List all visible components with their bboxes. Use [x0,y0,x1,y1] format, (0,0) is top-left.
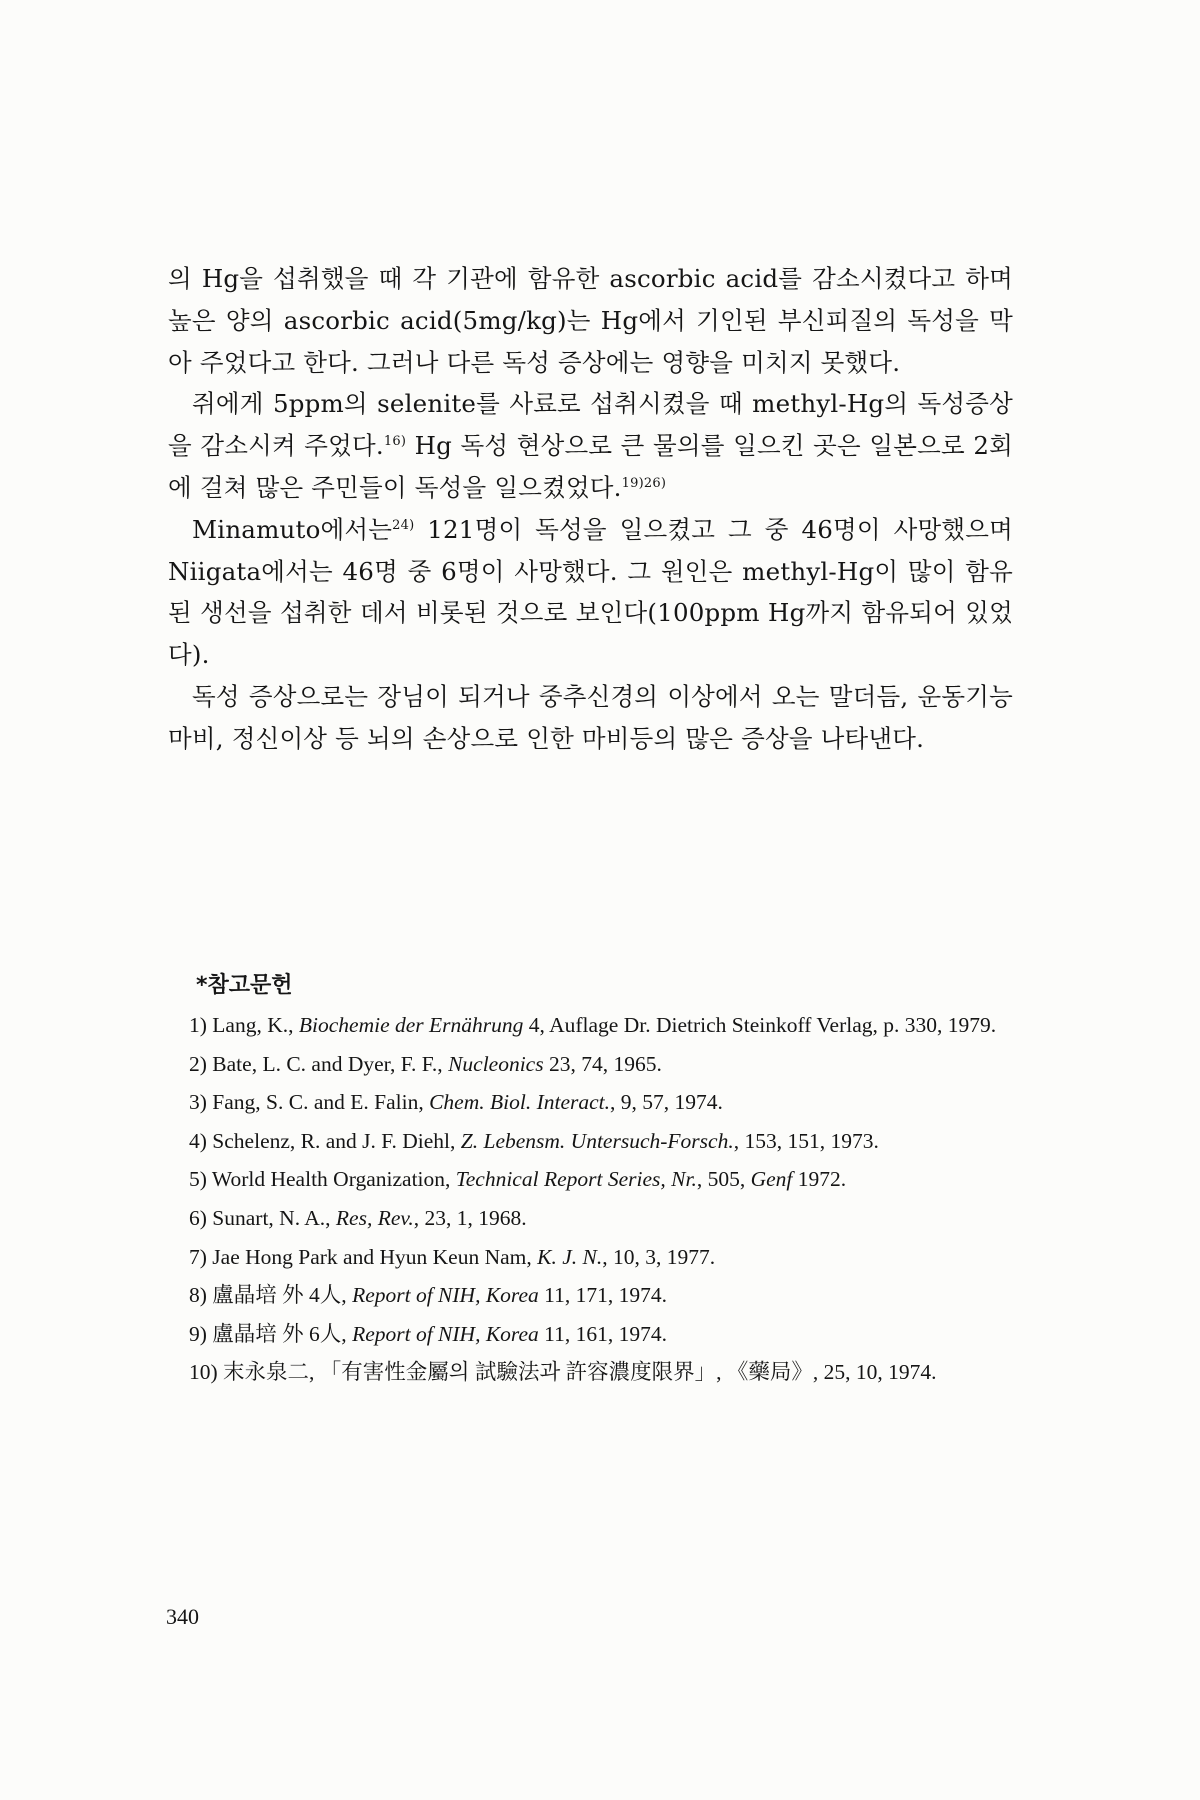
text-run: Lang, K., [212,1013,299,1037]
body-paragraph [168,258,1013,383]
text-run: Sunart, N. A., [212,1205,336,1230]
citation-superscript: 24) [392,517,415,533]
text-run: 독성 증상으로는 장님이 되거나 중추신경의 이상에서 오는 말더듬, 운동기능마비, 정신이상 등 뇌의 손상으로 인한 마비등의 많은 증상을 나타낸다. [168,681,1013,753]
text-run: 23, 74, 1965. [543,1051,662,1076]
reference-item [164,1006,1016,1045]
reference-number: 6) [189,1205,213,1230]
reference-number: 10) [189,1360,224,1385]
reference-number: 1) [189,1013,213,1037]
body-paragraph [168,383,1013,508]
reference-item [164,1353,1016,1392]
reference-item [164,1276,1016,1315]
text-run: 의 Hg을 섭취했을 때 각 기관에 함유한 ascorbic acid를 감소시켰다고 하며 높은 양의 ascorbic acid(5mg/kg)는 Hg에서 기인된 부신피질의 독성을 막아 주었다고 한다. 그러나 다른 독성 증상에는 영향을 미치지 못했다. [168,264,1013,377]
reference-item [164,1083,1016,1122]
body-paragraph [168,509,1013,676]
text-run: Schelenz, R. and J. F. Diehl, [212,1128,461,1153]
text-run: Hg 독성 현상으로 큰 물의를 일으킨 곳은 일본으로 2회에 걸쳐 많은 주민들이 독성을 일으켰었다. [168,431,1013,502]
reference-item [164,1122,1016,1161]
reference-number: 3) [189,1090,213,1115]
text-run: , 23, 1, 1968. [413,1205,527,1230]
text-run: , 505, [696,1167,751,1192]
references-list [164,1006,1016,1392]
text-run: 盧晶培 外 6人, [212,1321,353,1346]
italic-title: Z. Lebensm. Untersuch-Forsch. [460,1128,734,1153]
text-run: 4, Auflage Dr. Dietrich Steinkoff Verlag, p. 330, 1979. [523,1013,997,1037]
reference-item [164,1160,1016,1199]
text-run: 11, 161, 1974. [538,1321,667,1346]
reference-number: 5) [189,1167,212,1192]
reference-number: 4) [189,1128,213,1153]
citation-superscript: 19)26) [621,475,667,491]
italic-title: Report of NIH, Korea [352,1321,539,1346]
page-number: 340 [166,1604,199,1629]
italic-title: Technical Report Series, Nr. [455,1167,697,1192]
text-run: Minamuto에서는 [192,514,393,544]
reference-number: 7) [189,1244,213,1269]
reference-item [164,1045,1016,1084]
text-run: , 153, 151, 1973. [733,1128,879,1153]
references-title: *참고문헌 [196,973,293,998]
reference-number: 2) [189,1051,213,1076]
text-run: 末永泉二, 「有害性金屬의 試驗法과 許容濃度限界」, 《藥局》, 25, 10, 1974. [223,1360,937,1385]
reference-item [164,1315,1016,1354]
body-paragraph [168,676,1013,760]
text-run: Bate, L. C. and Dyer, F. F., [212,1051,449,1076]
text-run: , 10, 3, 1977. [602,1244,716,1269]
text-run: Fang, S. C. and E. Falin, [212,1090,430,1115]
italic-title: Nucleonics [448,1051,544,1076]
italic-title: Chem. Biol. Interact. [429,1090,611,1115]
text-run: World Health Organization, [211,1167,456,1192]
italic-title: Res, Rev. [335,1205,414,1230]
italic-title: Genf [750,1167,793,1192]
text-run: 盧晶培 外 4人, [212,1283,353,1308]
reference-item [164,1238,1016,1277]
reference-number: 8) [189,1283,213,1308]
reference-item [164,1199,1016,1238]
text-run: Jae Hong Park and Hyun Keun Nam, [212,1244,538,1269]
reference-number: 9) [189,1321,213,1346]
body-text [168,258,1013,760]
citation-superscript: 16) [383,434,407,450]
text-run: 11, 171, 1974. [538,1283,667,1308]
italic-title: Report of NIH, Korea [352,1283,539,1308]
text-run: , 9, 57, 1974. [610,1090,723,1115]
text-run: 쥐에게 5ppm의 selenite를 사료로 섭취시켰을 때 methyl-Hg의 독성증상을 감소시켜 주었다. [168,389,1013,461]
italic-title: Biochemie der Ernährung [298,1013,524,1037]
text-run: 121명이 독성을 일으켰고 그 중 46명이 사망했으며 Niigata에서는 46명 중 6명이 사망했다. 그 원인은 methyl-Hg이 많이 함유된 생선을 섭취한 데서 비롯된 것으로 보인다(100ppm Hg까지 함유되어 있었다). [168,514,1013,670]
italic-title: K. J. N. [537,1244,603,1269]
text-run: 1972. [792,1167,847,1192]
